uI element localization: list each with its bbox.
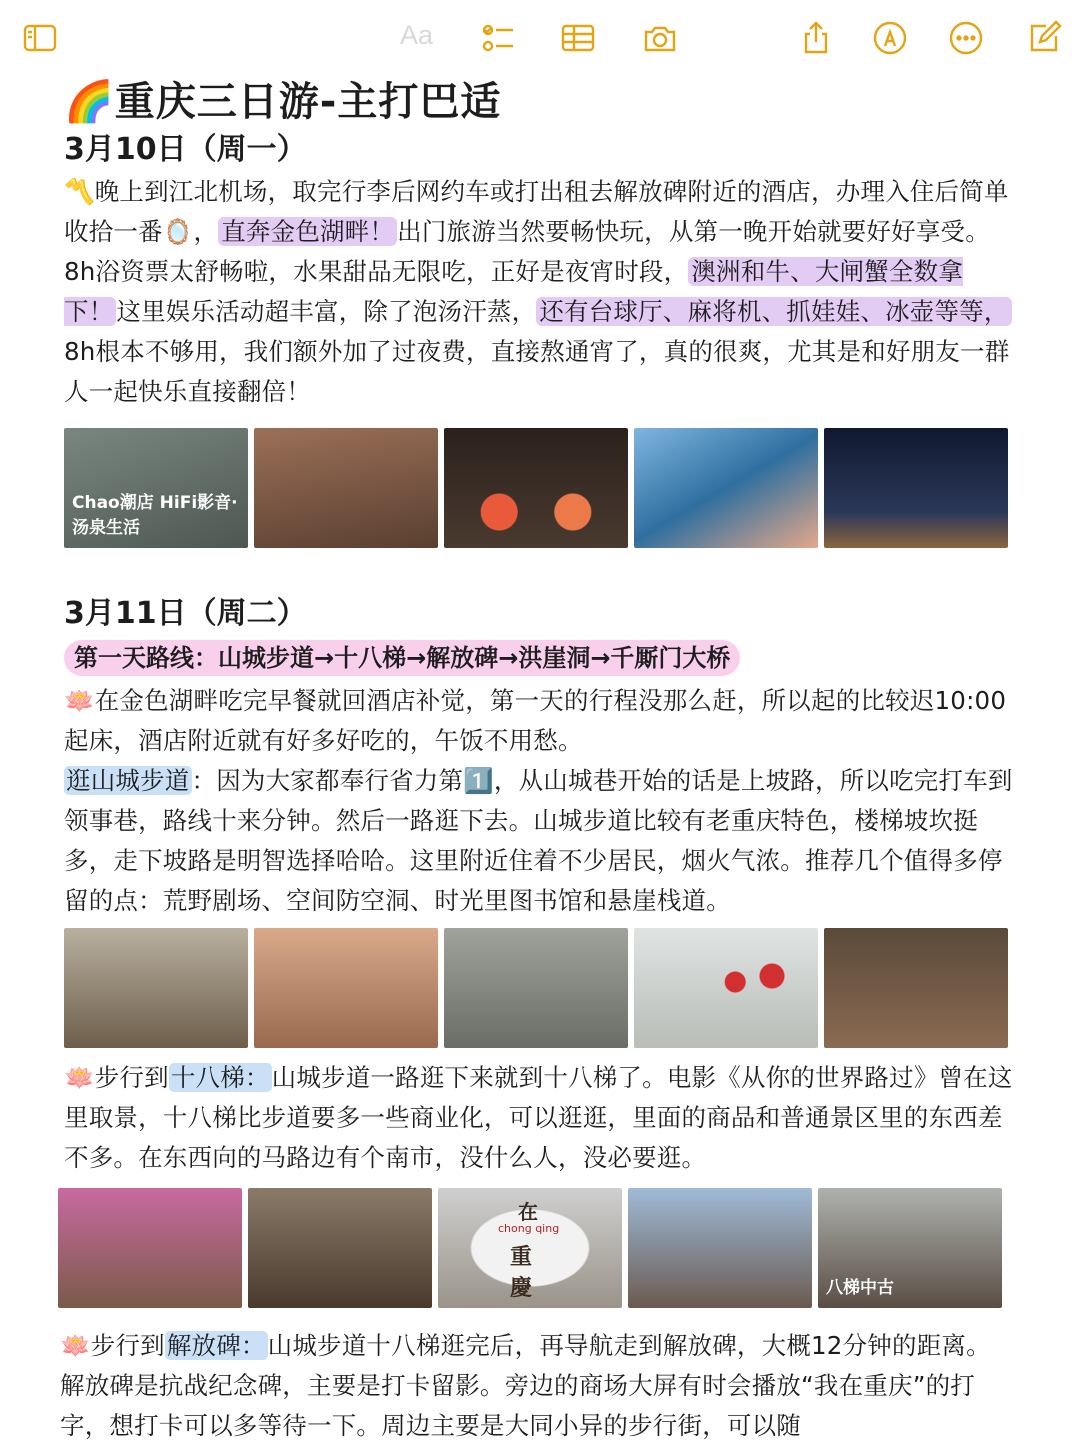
day1-paragraph: 〽️晚上到江北机场，取完行李后网约车或打出租去解放碑附近的酒店，办理入住后简单收拾一番🪞， 直奔金色湖畔！ 出门旅游当然要畅快玩，从第一晚开始就要好好享受。8h浴资票太舒畅啦，水果甜品无限吃，正好是夜宵时段， 澳洲和牛、大闸蟹全数拿下！ 这里娱乐活动超丰富，除了泡汤汗蒸， 还有台球厅、麻将机、抓娃娃、冰壶等等，8h根本不够用，我们额外加了过夜费，直接熬通宵了，真的很爽，尤其是和好朋友一群人一起快乐直接翻倍！	[64, 172, 1014, 412]
more-icon[interactable]	[946, 18, 986, 58]
photo-flowers-building[interactable]	[58, 1188, 242, 1308]
balloon-text: 在	[518, 1200, 538, 1224]
photo-rooftops[interactable]	[248, 1188, 432, 1308]
photo-balloon[interactable]	[438, 1188, 622, 1308]
photo-fruit[interactable]	[254, 428, 438, 548]
route-banner: 第一天路线：山城步道→十八梯→解放碑→洪崖洞→千厮门大桥	[64, 640, 740, 676]
highlight: 还有台球厅、麻将机、抓娃娃、冰壶等等，	[536, 297, 1011, 326]
photo-skyline[interactable]	[628, 1188, 812, 1308]
day1-photos	[64, 420, 1014, 548]
photo-theatre[interactable]	[444, 928, 628, 1048]
photo-lanterns[interactable]	[634, 928, 818, 1048]
day2-shibati	[64, 1058, 1014, 1178]
highlight: 逛山城步道	[66, 766, 190, 795]
day2-paragraph-2: 逛山城步道：因为大家都奉行省力第1️⃣，从山城巷开始的话是上坡路，所以吃完打车到领事巷，路线十来分钟。然后一路逛下去。山城步道比较有老重庆特色，楼梯坡坎挺多，走下坡路是明智选择哈哈。这里附近住着不少居民，烟火气浓。推荐几个值得多停留的点：荒野剧场、空间防空洞、时光里图书馆和悬崖栈道。	[64, 766, 1013, 915]
day2-paragraph-4: 🪷步行到解放碑：山城步道十八梯逛完后，再导航走到解放碑，大概12分钟的距离。解放碑是抗战纪念碑，主要是打卡留影。旁边的商场大屏有时会播放“我在重庆”的打字，想打卡可以多等待一下。周边主要是大同小异的步行街，可以随	[60, 1331, 991, 1440]
highlight: 解放碑：	[166, 1331, 266, 1360]
checklist-icon[interactable]	[478, 18, 518, 58]
balloon-text: chong qing	[498, 1222, 560, 1235]
day2-heading: 3月11日（周二）	[64, 596, 307, 631]
note-title: 🌈重庆三日游-主打巴适	[64, 79, 502, 125]
table-icon[interactable]	[558, 18, 598, 58]
photo-spa-sign[interactable]	[64, 428, 248, 548]
compose-icon[interactable]	[1024, 18, 1064, 58]
balloon-text: 重慶	[510, 1245, 533, 1301]
photo-lingshi-alley[interactable]	[64, 928, 248, 1048]
photo-lounge[interactable]	[824, 428, 1008, 548]
note-body[interactable]	[64, 76, 1014, 412]
photo-drinks[interactable]	[634, 428, 818, 548]
shop-sign: 八梯中古	[826, 1278, 894, 1298]
camera-icon[interactable]	[640, 18, 680, 58]
highlight: 澳洲和牛、大闸蟹全数拿下！	[64, 257, 964, 326]
photo-caption: Chao潮店 HiFi影音·汤泉生活	[72, 493, 238, 538]
day2-photos-1	[64, 920, 1014, 1048]
day2-paragraph-1: 🪷在金色湖畔吃完早餐就回酒店补觉，第一天的行程没那么赶，所以起的比较迟10:00起床，酒店附近就有好多好吃的，午饭不用愁。	[64, 686, 1007, 755]
share-icon[interactable]	[796, 18, 836, 58]
sidebar-icon[interactable]	[20, 18, 60, 58]
day2-section	[64, 592, 1014, 921]
highlight: 直奔金色湖畔！	[218, 217, 397, 246]
day2-paragraph-3: 🪷步行到十八梯：山城步道一路逛下来就到十八梯了。电影《从你的世界路过》曾在这里取景，十八梯比步道要多一些商业化，可以逛逛，里面的商品和普通景区里的东西差不多。在东西向的马路边有个南市，没什么人，没必要逛。	[64, 1063, 1013, 1172]
photo-cliff-walk[interactable]	[824, 928, 1008, 1048]
markup-icon[interactable]	[870, 18, 910, 58]
photo-shancheng-lane[interactable]	[254, 928, 438, 1048]
notes-toolbar	[0, 0, 1080, 78]
format-button[interactable]: Aa	[400, 20, 434, 50]
day2-photos-2	[58, 1180, 1008, 1308]
day2-jiefangbei	[60, 1326, 1010, 1446]
day1-heading: 3月10日（周一）	[64, 132, 307, 167]
photo-desserts[interactable]	[444, 428, 628, 548]
photo-vintage-shop[interactable]	[818, 1188, 1002, 1308]
highlight: 十八梯：	[170, 1063, 270, 1092]
